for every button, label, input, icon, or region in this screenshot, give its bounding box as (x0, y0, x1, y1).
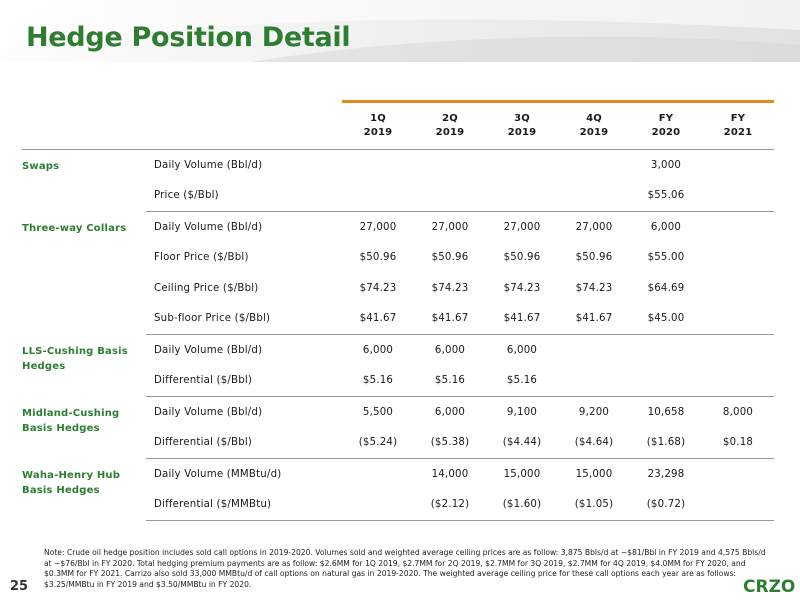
table-cell: 6,000 (506, 344, 538, 356)
column-header: 3Q 2019 (486, 103, 558, 150)
table-cell: $5.16 (486, 366, 558, 397)
table-cell: 6,000 (434, 406, 466, 418)
header-blank (146, 103, 342, 150)
table-cell: 27,000 (431, 221, 469, 233)
hedge-table (22, 103, 774, 521)
table-cell: ($2.12) (414, 490, 486, 521)
table-cell: 5,500 (362, 406, 394, 418)
table-cell (702, 490, 774, 521)
column-header: FY 2021 (702, 103, 774, 150)
table-cell: $41.67 (414, 304, 486, 335)
group-category-label: Three-way Collars (22, 222, 127, 234)
table-cell: ($5.24) (342, 428, 414, 459)
table-cell: 8,000 (722, 406, 754, 418)
table-cell: 14,000 (431, 468, 469, 480)
table-cell: $41.67 (342, 304, 414, 335)
table-cell: $55.06 (630, 181, 702, 212)
table-cell: $41.67 (558, 304, 630, 335)
group-category-label: Swaps (22, 161, 60, 172)
column-header: FY 2020 (630, 103, 702, 150)
table-row (22, 459, 774, 490)
column-header: 1Q 2019 (342, 103, 414, 150)
row-label: Ceiling Price ($/Bbl) (154, 282, 259, 294)
table-cell (702, 335, 774, 366)
row-label: Differential ($/Bbl) (146, 366, 342, 397)
table-cell: $50.96 (431, 252, 469, 264)
table-cell (342, 490, 414, 521)
table-cell (342, 459, 414, 490)
table-cell: 27,000 (503, 221, 541, 233)
table-cell: $5.16 (414, 366, 486, 397)
page-title: Hedge Position Detail (26, 22, 351, 53)
table-cell: ($4.44) (486, 428, 558, 459)
table-cell (414, 181, 486, 212)
table-cell: ($1.60) (486, 490, 558, 521)
table-cell: $50.96 (359, 252, 397, 264)
table-cell: ($1.05) (558, 490, 630, 521)
column-header: 4Q 2019 (558, 103, 630, 150)
table-cell (702, 273, 774, 304)
table-cell (702, 243, 774, 274)
table-cell (702, 459, 774, 490)
table-row (22, 397, 774, 428)
table-cell: 9,200 (578, 406, 610, 418)
table-header-row (22, 103, 774, 150)
table-cell (702, 304, 774, 335)
table-cell (702, 212, 774, 243)
row-label: Differential ($/MMBtu) (146, 490, 342, 521)
table-cell: $55.00 (647, 252, 685, 264)
table-cell (342, 181, 414, 212)
row-label: Daily Volume (Bbl/d) (154, 406, 263, 418)
table-cell (558, 335, 630, 366)
table-cell: ($4.64) (558, 428, 630, 459)
company-logo: CRZO (743, 577, 796, 597)
table-cell (630, 366, 702, 397)
table-cell: 27,000 (575, 221, 613, 233)
table-cell (630, 335, 702, 366)
table-cell: 6,000 (362, 344, 394, 356)
table-row (22, 335, 774, 366)
table-cell (558, 150, 630, 181)
table-cell: $41.67 (486, 304, 558, 335)
table-cell: 15,000 (503, 468, 541, 480)
table-cell (558, 181, 630, 212)
row-label: Price ($/Bbl) (146, 181, 342, 212)
header-blank (22, 103, 146, 150)
table-cell: 23,298 (647, 468, 685, 480)
table-cell: $74.23 (431, 282, 469, 294)
row-label: Differential ($/Bbl) (146, 428, 342, 459)
table-cell (558, 366, 630, 397)
row-label: Daily Volume (MMBtu/d) (154, 468, 282, 480)
table-cell (486, 181, 558, 212)
row-label: Daily Volume (Bbl/d) (154, 159, 263, 171)
table-cell: ($0.72) (630, 490, 702, 521)
page-number: 25 (10, 579, 29, 594)
table-cell: 3,000 (650, 159, 682, 171)
table-cell: $5.16 (342, 366, 414, 397)
table-cell: $74.23 (503, 282, 541, 294)
group-category-label: Waha-Henry Hub Basis Hedges (22, 469, 121, 496)
group-category-label: LLS-Cushing Basis Hedges (22, 345, 128, 372)
table-cell: 27,000 (359, 221, 397, 233)
table-cell: ($1.68) (630, 428, 702, 459)
table-cell (414, 150, 486, 181)
table-row (22, 150, 774, 181)
row-label: Floor Price ($/Bbl) (154, 252, 249, 264)
row-label: Daily Volume (Bbl/d) (154, 221, 263, 233)
footnote: Note: Crude oil hedge position includes sold call options in 2019-2020. Volumes sold and weighted average ceiling prices are as follow: 3,875 Bbls/d at ~$81/Bbl in FY 2019 and 4,575 Bbls/d at ~$76/Bbl in FY 2020. Total hedging premium payments are as follow: $2.6MM for 1Q 2019, $2.7MM for 2Q 2019, $2.7MM for 3Q 2019, $2.7MM for 4Q 2019, $4.0MM for FY 2020, and $0.3MM for FY 2021. Carrizo also sold 33,000 MMBtu/d of call options on natural gas in 2019-2020. The weighted average ceiling price for these call options each year are as follows: $3.25/MMBtu in FY 2019 and $3.50/MMBtu in FY 2020. (44, 548, 766, 589)
row-label: Sub-floor Price ($/Bbl) (146, 304, 342, 335)
row-label: Daily Volume (Bbl/d) (154, 344, 263, 356)
table-cell: 10,658 (647, 406, 685, 418)
table-cell: 15,000 (575, 468, 613, 480)
table-cell: $74.23 (359, 282, 397, 294)
group-category-label: Midland-Cushing Basis Hedges (22, 407, 120, 434)
table-cell (702, 181, 774, 212)
table-cell: $64.69 (647, 282, 685, 294)
table-cell (486, 150, 558, 181)
table-cell: $50.96 (575, 252, 613, 264)
table-cell: $74.23 (575, 282, 613, 294)
table-cell: ($5.38) (414, 428, 486, 459)
column-header: 2Q 2019 (414, 103, 486, 150)
table-cell: 9,100 (506, 406, 538, 418)
table-cell: 6,000 (650, 221, 682, 233)
table-cell (702, 366, 774, 397)
table-cell (702, 150, 774, 181)
table-row (22, 212, 774, 243)
table-cell: $0.18 (702, 428, 774, 459)
table-cell: $45.00 (630, 304, 702, 335)
table-cell (342, 150, 414, 181)
table-cell: 6,000 (434, 344, 466, 356)
table-cell: $50.96 (503, 252, 541, 264)
